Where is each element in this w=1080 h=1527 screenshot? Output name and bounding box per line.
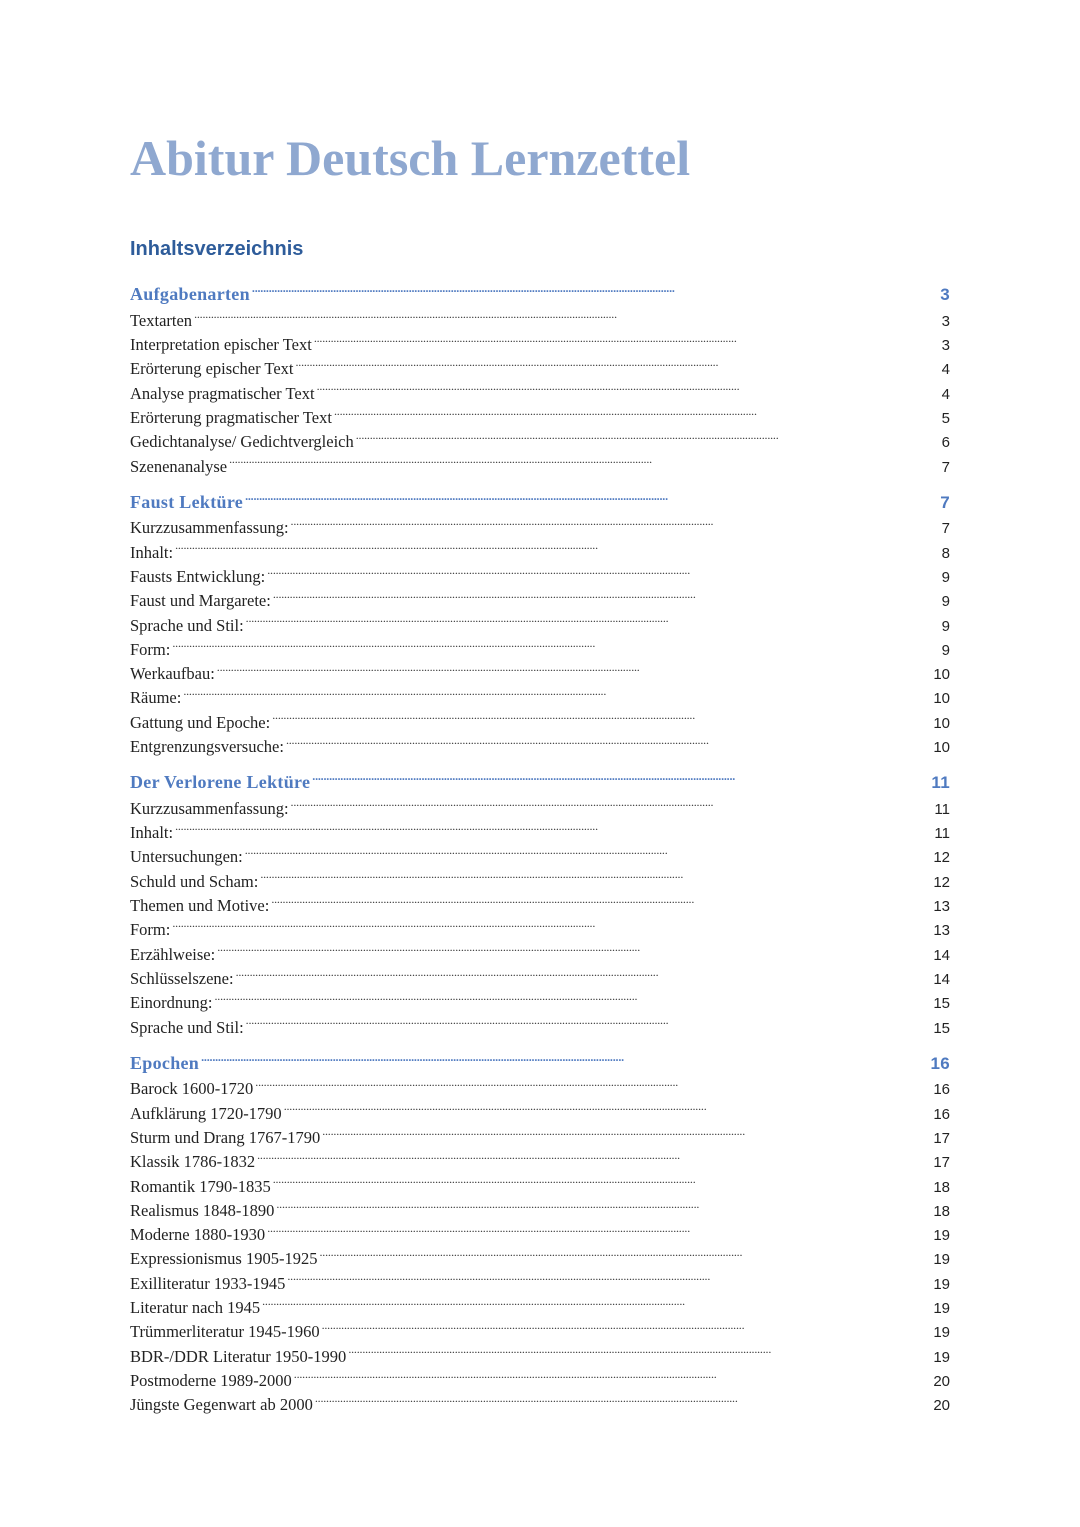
toc-entry-page-number: 10 [933,666,950,684]
toc-entry-label: Form: [130,639,171,659]
toc-entry-label: Einordnung: [130,993,213,1013]
toc-entry[interactable] [130,862,950,891]
dot-leader [172,911,931,935]
dot-leader [287,1264,931,1288]
toc-entry-label: Untersuchungen: [130,847,243,867]
toc-section [130,484,950,757]
toc-entry-page-number: 4 [941,385,950,403]
dot-leader [175,533,940,557]
dot-leader [262,1289,931,1313]
table-of-contents [130,276,950,1415]
toc-chapter-entry-page-number: 7 [940,492,950,512]
toc-entry-page-number: 5 [941,409,950,427]
dot-leader [194,302,940,326]
toc-entry-page-number: 10 [933,690,950,708]
toc-entry-page-number: 19 [933,1227,950,1245]
toc-entry-label: Entgrenzungsversuche: [130,737,284,757]
toc-entry[interactable] [130,302,950,330]
toc-entry-page-number: 9 [941,593,950,611]
toc-entry-page-number: 4 [941,361,950,379]
dot-leader [312,764,929,788]
toc-entry-label: Räume: [130,688,182,708]
toc-entry-page-number: 12 [933,873,950,891]
toc-entry-page-number: 19 [933,1251,950,1269]
dot-leader [334,399,940,423]
toc-entry-page-number: 6 [941,434,950,452]
dot-leader [215,984,932,1008]
toc-entry-page-number: 9 [941,641,950,659]
dot-leader [291,509,940,533]
toc-entry-page-number: 3 [941,312,950,330]
toc-chapter-entry-label: Der Verlorene Lektüre [130,772,311,793]
toc-entry-label: Erzählweise: [130,944,216,964]
toc-entry-label: Textarten [130,310,193,330]
toc-entry-label: Barock 1600-1720 [130,1079,254,1099]
toc-entry[interactable] [130,533,950,562]
toc-entry-label: Sprache und Stil: [130,1017,244,1037]
dot-leader [246,1008,932,1032]
toc-entry-page-number: 15 [933,995,950,1013]
dot-leader [315,1386,931,1410]
toc-entry-page-number: 16 [933,1081,950,1099]
toc-entry-page-number: 18 [933,1178,950,1196]
dot-leader [273,1167,932,1191]
toc-section [130,1045,950,1415]
toc-entry-label: Aufklärung 1720-1790 [130,1103,282,1123]
toc-entry-page-number: 13 [933,922,950,940]
toc-entry[interactable] [130,655,950,684]
dot-leader [236,960,932,984]
toc-entry-label: Szenenanalyse [130,456,228,476]
toc-entry-page-number: 9 [941,617,950,635]
toc-entry-label: Erörterung pragmatischer Text [130,407,332,427]
dot-leader [267,1216,931,1240]
dot-leader [276,1192,931,1216]
toc-chapter-entry-label: Epochen [130,1052,200,1073]
toc-entry-page-number: 20 [933,1397,950,1415]
toc-entry[interactable] [130,1008,950,1037]
document-page [130,130,950,1422]
toc-entry-page-number: 8 [941,544,950,562]
toc-entry-page-number: 11 [934,800,950,818]
toc-entry-page-number: 12 [933,849,950,867]
toc-entry-page-number: 19 [933,1275,950,1293]
dot-leader [284,1094,932,1118]
dot-leader [271,887,931,911]
toc-entry-label: Sturm und Drang 1767-1790 [130,1127,321,1147]
toc-entry-label: Postmoderne 1989-2000 [130,1370,292,1390]
dot-leader [245,838,932,862]
toc-entry-page-number: 14 [933,946,950,964]
toc-entry-page-number: 18 [933,1202,950,1220]
toc-entry-label: Jüngste Gegenwart ab 2000 [130,1395,313,1415]
toc-entry-label: Fausts Entwicklung: [130,566,266,586]
toc-entry-page-number: 7 [941,458,950,476]
toc-entry[interactable] [130,447,950,476]
document-title: Abitur Deutsch Lernzettel [130,130,691,186]
toc-entry-page-number: 19 [933,1348,950,1366]
toc-entry-label: Inhalt: [130,823,174,843]
dot-leader [319,1240,931,1264]
toc-entry[interactable] [130,679,950,708]
toc-chapter-entry-page-number: 11 [931,773,950,793]
dot-leader [201,1045,928,1069]
toc-section [130,764,950,1037]
toc-entry-label: Kurzzusammenfassung: [130,798,289,818]
toc-section [130,276,950,476]
toc-entry[interactable] [130,606,950,635]
toc-entry[interactable] [130,558,950,586]
toc-entry-page-number: 11 [934,825,950,843]
toc-entry[interactable] [130,984,950,1013]
dot-leader [314,326,940,350]
toc-entry[interactable] [130,1070,950,1099]
toc-chapter-entry-page-number: 16 [930,1053,950,1073]
toc-entry-label: Klassik 1786-1832 [130,1152,256,1172]
toc-entry-page-number: 13 [933,898,950,916]
toc-entry-page-number: 9 [941,568,950,586]
toc-chapter-entry-label: Aufgabenarten [130,284,250,305]
toc-entry-label: Literatur nach 1945 [130,1297,261,1317]
toc-entry-page-number: 15 [933,1019,950,1037]
dot-leader [286,728,931,752]
toc-entry-label: Realismus 1848-1890 [130,1200,275,1220]
toc-chapter-entry[interactable] [130,276,950,305]
dot-leader [294,1362,932,1386]
toc-entry-page-number: 19 [933,1324,950,1342]
toc-heading: Inhaltsverzeichnis [130,238,304,260]
toc-entry-label: Expressionismus 1905-1925 [130,1249,318,1269]
toc-entry[interactable] [130,814,950,843]
toc-entry[interactable] [130,703,950,732]
dot-leader [317,374,940,398]
dot-leader [246,606,940,630]
toc-entry-label: Analyse pragmatischer Text [130,383,315,403]
toc-entry[interactable] [130,509,950,538]
toc-entry[interactable] [130,326,950,355]
toc-entry-page-number: 17 [933,1154,950,1172]
toc-entry-label: Form: [130,920,171,940]
toc-entry-page-number: 10 [933,739,950,757]
toc-entry-page-number: 14 [933,970,950,988]
dot-leader [217,655,932,679]
toc-entry-page-number: 10 [933,714,950,732]
toc-entry-page-number: 19 [933,1299,950,1317]
toc-entry-page-number: 17 [933,1129,950,1147]
toc-entry-label: Schuld und Scham: [130,871,259,891]
dot-leader [183,679,931,703]
toc-entry-label: Gedichtanalyse/ Gedichtvergleich [130,432,354,452]
toc-entry[interactable] [130,631,950,659]
toc-chapter-entry[interactable] [130,1045,950,1071]
toc-entry-label: Themen und Motive: [130,896,270,916]
dot-leader [273,582,940,606]
dot-leader [217,935,931,959]
dot-leader [229,447,940,471]
dot-leader [291,790,933,814]
toc-entry-page-number: 20 [933,1372,950,1390]
dot-leader [322,1313,932,1337]
toc-entry-label: Faust und Margarete: [130,591,271,611]
toc-entry-label: Gattung und Epoche: [130,712,271,732]
dot-leader [260,862,931,886]
toc-entry-label: Schlüsselszene: [130,968,234,988]
dot-leader [348,1337,931,1361]
toc-entry-page-number: 3 [941,337,950,355]
toc-entry[interactable] [130,935,950,964]
toc-entry-label: Romantik 1790-1835 [130,1176,271,1196]
dot-leader [172,631,939,655]
toc-entry-page-number: 16 [933,1105,950,1123]
toc-entry-label: Interpretation epischer Text [130,335,312,355]
toc-chapter-entry[interactable] [130,764,950,793]
toc-chapter-entry[interactable] [130,484,950,510]
toc-entry-label: Erörterung epischer Text [130,359,294,379]
toc-chapter-entry-label: Faust Lektüre [130,491,244,512]
toc-entry-label: Kurzzusammenfassung: [130,518,289,538]
dot-leader [255,1070,931,1094]
toc-entry-page-number: 7 [941,520,950,538]
toc-entry-label: Exilliteratur 1933-1945 [130,1273,286,1293]
toc-entry-label: Moderne 1880-1930 [130,1225,266,1245]
toc-entry-label: Trümmerliteratur 1945-1960 [130,1322,320,1342]
toc-entry-label: Inhalt: [130,542,174,562]
toc-entry-label: BDR-/DDR Literatur 1950-1990 [130,1346,347,1366]
toc-entry[interactable] [130,838,950,867]
toc-entry[interactable] [130,911,950,940]
dot-leader [252,276,938,300]
dot-leader [257,1143,931,1167]
toc-chapter-entry-page-number: 3 [940,285,950,305]
toc-entry-label: Werkaufbau: [130,664,215,684]
dot-leader [322,1119,931,1143]
dot-leader [175,814,932,838]
toc-entry[interactable] [130,960,950,988]
dot-leader [295,350,939,374]
dot-leader [267,558,939,582]
dot-leader [356,423,940,447]
dot-leader [245,484,938,508]
dot-leader [272,703,931,727]
toc-entry-label: Sprache und Stil: [130,615,244,635]
